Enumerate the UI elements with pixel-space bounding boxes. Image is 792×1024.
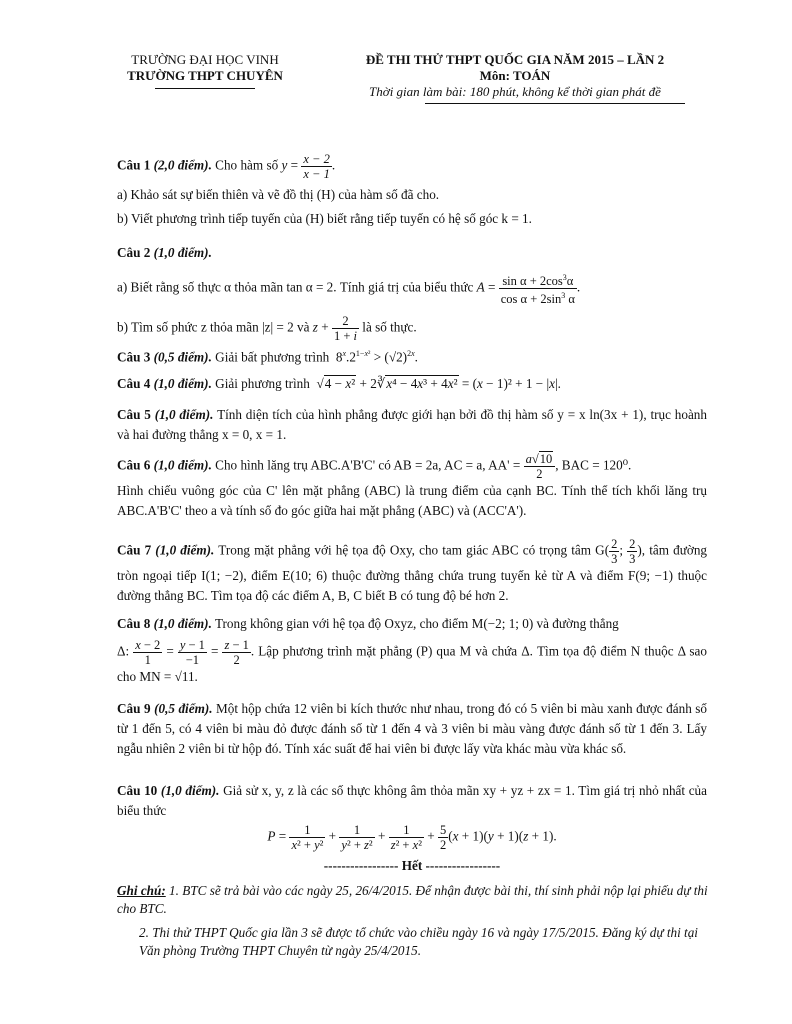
question-5 <box>117 405 707 445</box>
question-10-points: (1,0 điểm). <box>160 783 220 798</box>
note-1: 1. BTC sẽ trả bài vào các ngày 25, 26/4/2015. Để nhận được bài thi, thí sinh phải nộp lại phiếu dự thi cho BTC. <box>117 883 708 916</box>
question-1a: a) Khảo sát sự biến thiên và vẽ đồ thị (H) của hàm số đã cho. <box>117 187 440 202</box>
question-2-points: (1,0 điểm). <box>153 245 212 260</box>
question-7-text-1: Trong mặt phẳng với hệ tọa độ Oxy, cho tam giác ABC có trọng tâm G <box>218 542 605 558</box>
question-6-label: Câu 6 <box>117 457 151 473</box>
school-header <box>105 52 305 89</box>
question-1b: b) Viết phương trình tiếp tuyến của (H) biết rằng tiếp tuyến có hệ số góc k = 1. <box>117 211 532 226</box>
question-3-text: Giải bất phương trình <box>215 349 330 365</box>
question-1-intro: Câu 1 (2,0 điểm). Cho hàm số y = $\frac{x - 2}{x - 1}$ . <box>117 152 336 181</box>
question-4-text: Giải phương trình <box>215 376 310 391</box>
question-10-label: Câu 10 <box>117 783 158 798</box>
question-2 <box>117 243 707 343</box>
question-1-fraction: $\frac{x - 2}{x - 1}$ <box>303 152 330 181</box>
question-7-text-2: , tâm đường tròn ngoại tiếp I(1; −2), điểm E(10; 6) thuộc đường thẳng chứa trung tuyến kẻ từ A và điểm F(9; −1) thuộc đường thẳng BC. Tìm tọa độ các điểm A, B, C biết B có tung độ bé hơn 2. <box>117 542 708 603</box>
question-10-formula: P = $\frac{1}{\text{x² + y²}}$ + $\frac{1}{\text{y² + z²}}$ + $\frac{1}{\text{z² + x²}}$ + $\frac{5}{2}$ (x + 1)(y + 1)(z + 1). <box>267 823 557 852</box>
question-3-label: Câu 3 <box>117 349 151 365</box>
question-2b-tail: là số thực. <box>362 319 417 335</box>
question-8-label: Câu 8 <box>117 616 151 631</box>
question-6-text-2: , BAC = 120⁰. <box>555 457 632 473</box>
question-3: Câu 3 (0,5 điểm). Giải bất phương trình $8^x.2^{1-x^2} > (√2)^{2x}$. <box>117 349 418 365</box>
question-2a: a) Biết rằng số thực α thỏa mãn tan α = 2. Tính giá trị của biểu thức A = $\frac{\sin \alpha + 2\cos^3\alpha}{\cos \alpha + 2\sin^3 \alpha}$ . <box>117 273 581 307</box>
question-4-points: (1,0 điểm). <box>153 376 212 391</box>
question-6: Câu 6 (1,0 điểm). Cho hình lăng trụ ABC.A'B'C' có AB = 2a, AC = a, AA' = $\frac{a√10}{2}$ , BAC = 120⁰. Hình chiếu vuông góc của C' lên mặt phẳng (ABC) là trung điểm của cạnh BC. Tính thể tích khối lăng trụ ABC.A'B'C' theo a và tính số đo góc giữa hai mặt phẳng (ABC) và (ACC'A'). <box>117 452 707 521</box>
question-6-text-1: Cho hình lăng trụ ABC.A'B'C' có AB = 2a, AC = a, AA' = <box>215 457 521 473</box>
question-8-text-2: . Lập phương trình mặt phẳng (P) qua M và chứa Δ. Tìm tọa độ điểm N thuộc Δ sao cho MN = √11. <box>117 643 708 684</box>
exam-time-note: Thời gian làm bài: 180 phút, không kể thời gian phát đề <box>369 84 661 99</box>
question-8-text-1: Trong không gian với hệ tọa độ Oxyz, cho điểm M(−2; 1; 0) và đường thẳng <box>214 616 619 631</box>
exam-header <box>325 52 705 104</box>
question-1 <box>117 152 707 229</box>
school-line-1: TRƯỜNG ĐẠI HỌC VINH <box>131 52 279 67</box>
note-2: 2. Thi thử THPT Quốc gia lần 3 sẽ được tổ chức vào chiều ngày 16 và ngày 17/5/2015. Đăng ký dự thi tại Văn phòng Trường THPT Chuyên từ ngày 25/4/2015. <box>139 925 698 958</box>
question-1-points: (2,0 điểm). <box>153 157 212 173</box>
exam-subject: Môn: TOÁN <box>479 68 551 83</box>
question-2b-text: b) Tìm số phức z thỏa mãn |z| = 2 và <box>117 319 310 335</box>
question-9 <box>117 699 707 759</box>
question-4-label: Câu 4 <box>117 376 151 391</box>
question-5-label: Câu 5 <box>117 407 151 422</box>
notes-label: Ghi chú: <box>117 883 166 898</box>
question-6-text-3: Hình chiếu vuông góc của C' lên mặt phẳng (ABC) là trung điểm của cạnh BC. Tính thể tích khối lăng trụ ABC.A'B'C' theo a và tính số đo góc giữa hai mặt phẳng (ABC) và (ACC'A'). <box>117 483 707 518</box>
question-9-text: Một hộp chứa 12 viên bi kích thước như nhau, trong đó có 5 viên bi màu xanh được đánh số từ 1 đến 5, có 4 viên bi màu đỏ được đánh số từ 1 đến 4 và 3 viên bi màu vàng được đánh số từ 1 đến 3. Lấy ngẫu nhiên 2 viên bi từ hộp đó. Tính xác suất để hai viên bi được lấy vừa khác màu vừa khác số. <box>117 701 708 756</box>
question-8-points: (1,0 điểm). <box>153 616 212 631</box>
question-10 <box>117 781 707 852</box>
question-4: Câu 4 (1,0 điểm). Giải phương trình √4 − x² + 2∛x⁴ − 4x³ + 4x² = (x − 1)² + 1 − |x|. <box>117 376 561 391</box>
school-underline <box>155 88 255 89</box>
question-1-label: Câu 1 <box>117 157 151 173</box>
school-line-2: TRƯỜNG THPT CHUYÊN <box>127 68 283 83</box>
question-7: Câu 7 (1,0 điểm). Trong mặt phẳng với hệ tọa độ Oxy, cho tam giác ABC có trọng tâm G( $\frac{2}{3}$ ; $\frac{2}{3}$ ), tâm đường tròn ngoại tiếp I(1; −2), điểm E(10; 6) thuộc đường thẳng chứa trung tuyến kẻ từ A và điểm F(9; −1) thuộc đường thẳng BC. Tìm tọa độ các điểm A, B, C biết B có tung độ bé hơn 2. <box>117 537 708 603</box>
question-5-text: Tính diện tích của hình phẳng được giới hạn bởi đồ thị hàm số y = x ln(3x + 1), trục hoành và hai đường thẳng x = 0, x = 1. <box>117 407 707 442</box>
question-3-points: (0,5 điểm). <box>153 349 212 365</box>
question-8: Câu 8 (1,0 điểm). Trong không gian với hệ tọa độ Oxyz, cho điểm M(−2; 1; 0) và đường thẳng Δ: $\frac{x - 2}{1}$ = $\frac{y - 1}{-1}$ = $\frac{z - 1}{2}$ . Lập phương trình mặt phẳng (P) qua M và chứa Δ. Tìm tọa độ điểm N thuộc Δ sao cho MN = √11. <box>117 616 708 684</box>
question-10-text: Giả sử x, y, z là các số thực không âm thỏa mãn xy + yz + zx = 1. Tìm giá trị nhỏ nhất của biểu thức <box>117 783 707 818</box>
exam-title: ĐỀ THI THỬ THPT QUỐC GIA NĂM 2015 – LẦN 2 <box>365 52 665 67</box>
question-7-label: Câu 7 <box>117 542 152 558</box>
question-2a-text: a) Biết rằng số thực α thỏa mãn tan α = 2. Tính giá trị của biểu thức <box>117 279 474 295</box>
question-2-label: Câu 2 <box>117 245 151 260</box>
question-9-points: (0,5 điểm). <box>154 701 213 716</box>
question-2b: b) Tìm số phức z thỏa mãn |z| = 2 và z + $\frac{2}{1 + i}$ là số thực. <box>117 314 417 344</box>
question-6-points: (1,0 điểm). <box>153 457 212 473</box>
notes <box>117 882 717 960</box>
end-marker: ----------------- Hết ----------------- <box>323 858 501 873</box>
question-5-points: (1,0 điểm). <box>154 407 214 422</box>
question-1-text: Cho hàm số <box>215 157 279 173</box>
question-9-label: Câu 9 <box>117 701 151 716</box>
question-7-points: (1,0 điểm). <box>155 542 215 558</box>
exam-underline <box>425 103 685 104</box>
